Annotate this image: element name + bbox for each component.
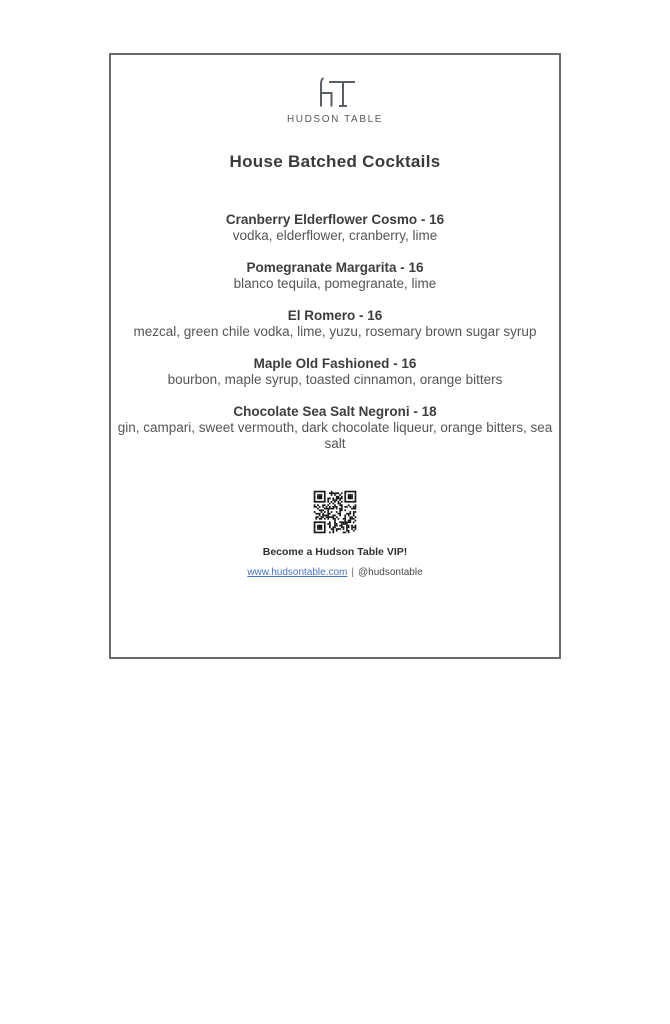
- menu-item-cranberry-elderflower-cosmo: [111, 212, 559, 244]
- item-description: mezcal, green chile vodka, lime, yuzu, rosemary brown sugar syrup: [133, 324, 537, 339]
- item-name: Pomegranate Margarita - 16: [246, 260, 424, 275]
- menu-item-maple-old-fashioned: [111, 356, 559, 388]
- item-name: Chocolate Sea Salt Negroni - 18: [233, 404, 437, 419]
- menu-card: [109, 53, 561, 659]
- item-name: Maple Old Fashioned - 16: [253, 356, 417, 371]
- brand-logo-block: [111, 75, 559, 125]
- qr-code: [111, 489, 559, 535]
- ht-monogram-icon: [111, 75, 559, 111]
- website-link[interactable]: www.hudsontable.com: [247, 567, 348, 578]
- menu-item-el-romero: [111, 308, 559, 340]
- page-title: House Batched Cocktails: [229, 152, 441, 171]
- vip-callout: Become a Hudson Table VIP!: [262, 546, 408, 558]
- footer-links: [111, 567, 559, 578]
- item-description: blanco tequila, pomegranate, lime: [233, 276, 437, 291]
- cocktail-list: [111, 212, 559, 452]
- link-separator: |: [351, 567, 354, 578]
- item-description: gin, campari, sweet vermouth, dark chocolate liqueur, orange bitters, sea salt: [117, 420, 553, 451]
- menu-item-chocolate-sea-salt-negroni: [111, 404, 559, 452]
- instagram-handle: @hudsontable: [358, 567, 423, 578]
- menu-item-pomegranate-margarita: [111, 260, 559, 292]
- item-description: bourbon, maple syrup, toasted cinnamon, orange bitters: [167, 372, 503, 387]
- item-description: vodka, elderflower, cranberry, lime: [232, 228, 438, 243]
- item-name: El Romero - 16: [287, 308, 383, 323]
- item-name: Cranberry Elderflower Cosmo - 16: [225, 212, 445, 227]
- brand-name: HUDSON TABLE: [286, 114, 384, 125]
